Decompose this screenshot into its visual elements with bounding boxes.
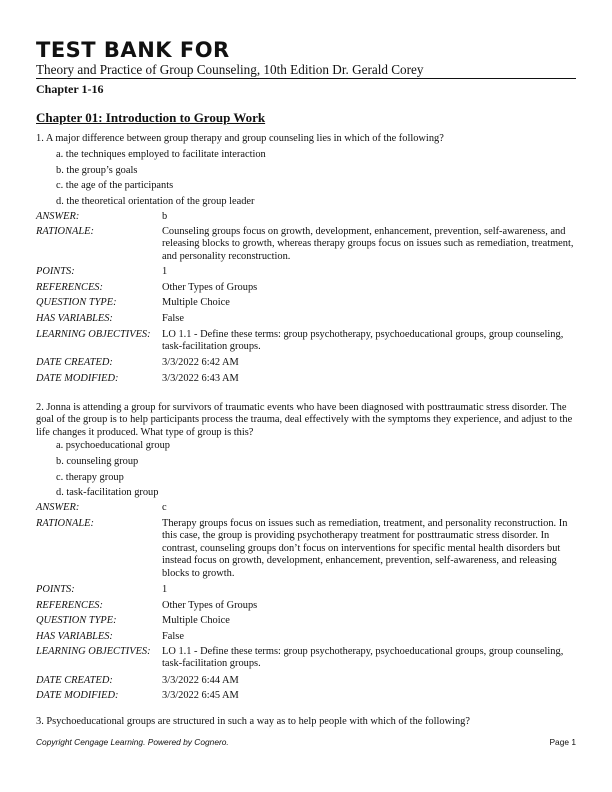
- question-2-option-c: c. therapy group: [56, 472, 124, 483]
- question-2-text: 2. Jonna is attending a group for survivors of traumatic events who have been diagnosed with posttraumatic stress disorder. The goal of the group is to help participants process the trauma, deal effectively with the symptoms they experience, and adjust to the life changes it produced. What type of group is this?: [36, 402, 573, 438]
- q2-question-type-value: Multiple Choice: [162, 615, 230, 626]
- question-1-option-a: a. the techniques employed to facilitate interaction: [56, 149, 266, 160]
- question-2-option-d: d. task-facilitation group: [56, 487, 159, 498]
- q1-has-variables-label: HAS VARIABLES:: [36, 313, 113, 324]
- q1-question-type-value: Multiple Choice: [162, 297, 230, 308]
- question-2-option-b: b. counseling group: [56, 456, 139, 467]
- q2-has-variables-value: False: [162, 631, 184, 642]
- q1-date-created-label: DATE CREATED:: [36, 357, 113, 368]
- q2-references-label: REFERENCES:: [36, 600, 103, 611]
- q1-rationale-value: Counseling groups focus on growth, development, enhancement, prevention, self-awareness, and releasing blocks to growth, whereas therapy groups focus on issues such as remediation, treatment, and personality reconstruction.: [162, 226, 574, 262]
- q2-date-created-label: DATE CREATED:: [36, 675, 113, 686]
- q1-references-label: REFERENCES:: [36, 282, 103, 293]
- question-2-option-a: a. psychoeducational group: [56, 440, 170, 451]
- q1-date-created-value: 3/3/2022 6:42 AM: [162, 357, 239, 368]
- q2-has-variables-label: HAS VARIABLES:: [36, 631, 113, 642]
- q1-has-variables-value: False: [162, 313, 184, 324]
- q1-points-label: POINTS:: [36, 266, 75, 277]
- q2-date-created-value: 3/3/2022 6:44 AM: [162, 675, 239, 686]
- q1-learning-objectives-label: LEARNING OBJECTIVES:: [36, 329, 151, 340]
- question-1-option-b: b. the group’s goals: [56, 165, 138, 176]
- q2-question-type-label: QUESTION TYPE:: [36, 615, 117, 626]
- page-number: Page 1: [549, 737, 576, 747]
- q1-references-value: Other Types of Groups: [162, 282, 258, 293]
- q2-points-value: 1: [162, 584, 168, 595]
- question-1-option-c: c. the age of the participants: [56, 180, 174, 191]
- q2-answer-label: ANSWER:: [36, 502, 80, 513]
- question-1-option-d: d. the theoretical orientation of the group leader: [56, 196, 255, 207]
- q2-learning-objectives-value: LO 1.1 - Define these terms: group psychotherapy, psychoeducational groups, group counseling, task-facilitation groups.: [162, 646, 564, 670]
- q2-date-modified-label: DATE MODIFIED:: [36, 690, 119, 701]
- header-rule: [36, 78, 576, 79]
- q2-date-modified-value: 3/3/2022 6:45 AM: [162, 690, 239, 701]
- q1-question-type-label: QUESTION TYPE:: [36, 297, 117, 308]
- q2-rationale-value: Therapy groups focus on issues such as remediation, treatment, and personality reconstruction. In this case, the group is providing psychotherapy treatment for posttraumatic stress disorder. In contrast, counseling groups don’t focus on interventions for specific mental health disorders but instead focus on growth, development, enhancement, prevention, self-awareness, and releasing blocks to growth.: [162, 518, 568, 579]
- question-3-text: 3. Psychoeducational groups are structured in such a way as to help people with which of the following?: [36, 716, 470, 727]
- chapter-heading: Chapter 01: Introduction to Group Work: [36, 110, 266, 125]
- q1-answer-label: ANSWER:: [36, 211, 80, 222]
- footer-copyright: Copyright Cengage Learning. Powered by Cognero.: [36, 737, 229, 747]
- chapter-range: Chapter 1-16: [36, 82, 104, 96]
- q2-points-label: POINTS:: [36, 584, 75, 595]
- question-1-text: 1. A major difference between group therapy and group counseling lies in which of the following?: [36, 133, 444, 144]
- q2-learning-objectives-label: LEARNING OBJECTIVES:: [36, 646, 151, 657]
- q1-points-value: 1: [162, 266, 168, 277]
- book-title: Theory and Practice of Group Counseling, 10th Edition Dr. Gerald Corey: [36, 62, 424, 77]
- q1-date-modified-value: 3/3/2022 6:43 AM: [162, 373, 239, 384]
- q2-answer-value: c: [162, 502, 167, 513]
- q2-references-value: Other Types of Groups: [162, 600, 258, 611]
- q1-date-modified-label: DATE MODIFIED:: [36, 373, 119, 384]
- q1-answer-value: b: [162, 211, 168, 222]
- q1-rationale-label: RATIONALE:: [36, 226, 94, 237]
- q1-learning-objectives-value: LO 1.1 - Define these terms: group psychotherapy, psychoeducational groups, group counseling, task-facilitation groups.: [162, 329, 564, 353]
- bank-title: TEST BANK FOR: [36, 38, 230, 62]
- q2-rationale-label: RATIONALE:: [36, 518, 94, 529]
